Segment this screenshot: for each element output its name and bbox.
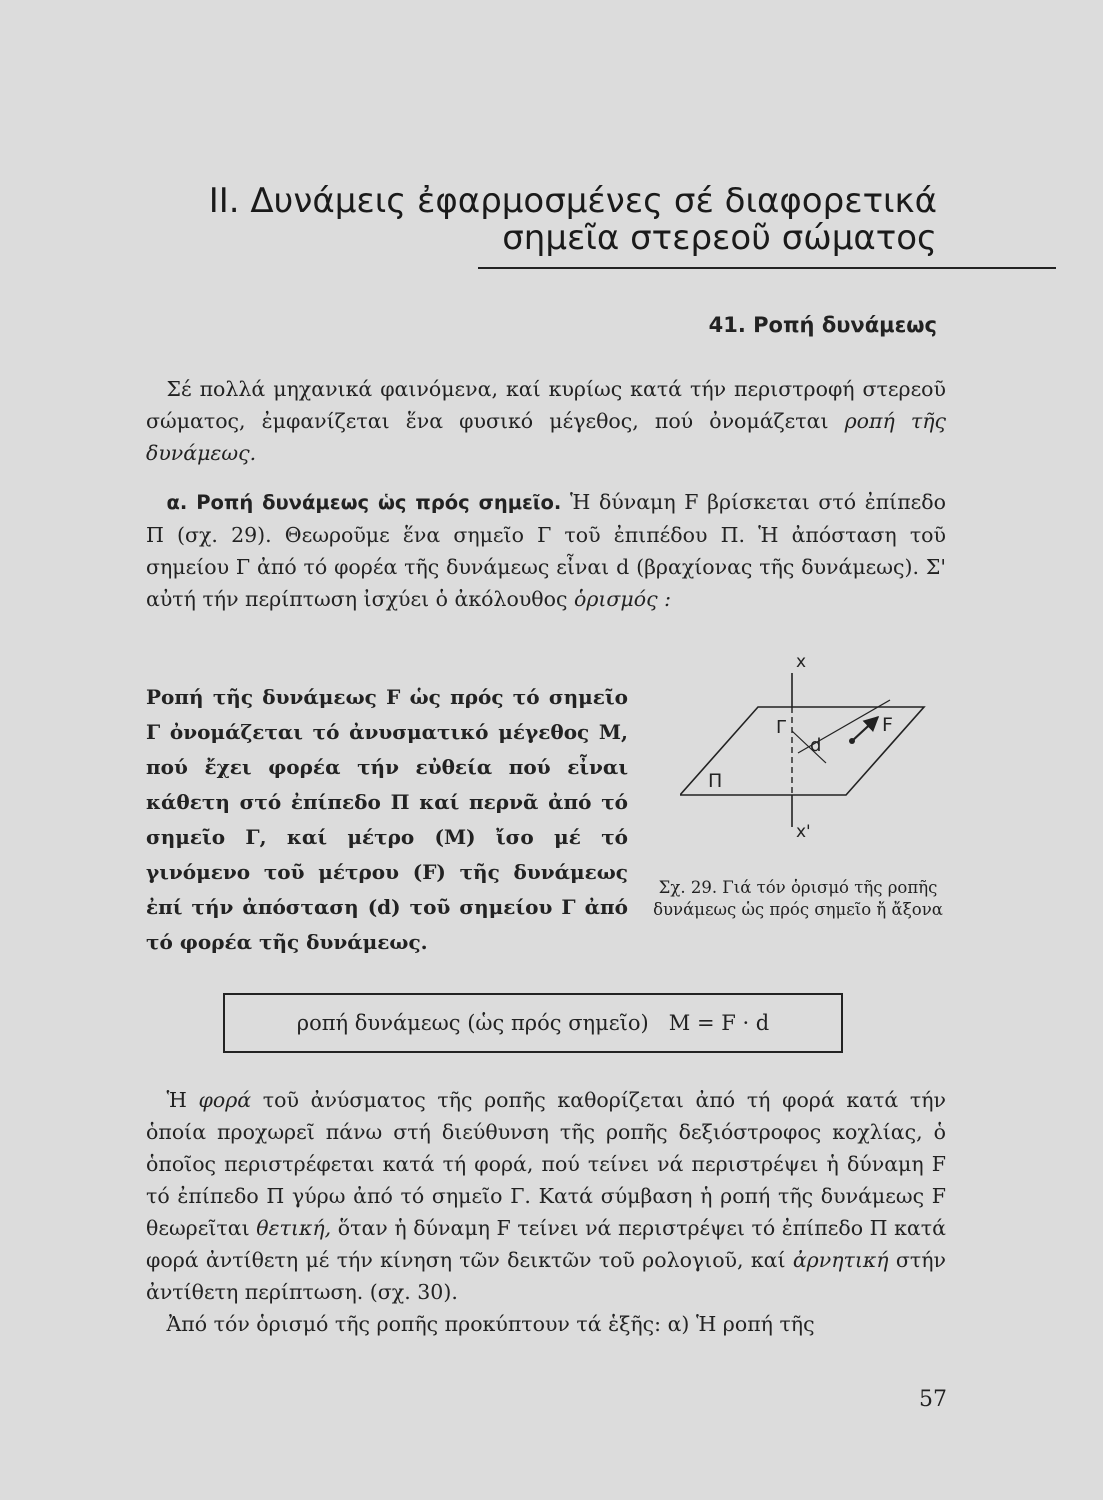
closing-term-negative: ἀρνητική xyxy=(792,1248,889,1272)
label-x-prime: x' xyxy=(796,822,811,842)
closing-text-start: Ἡ xyxy=(166,1088,187,1112)
intro-paragraph xyxy=(146,373,946,469)
closing-term-direction: φορά xyxy=(198,1088,252,1112)
label-plane: Π xyxy=(708,770,723,792)
closing-text-mid: τοῦ ἀνύσματος τῆς ροπῆς καθορίζεται ἀπό τή φορά κατά τήν ὁποία προχωρεῖ πάνω στή διεύθυνση τῆς ροπῆς δεξιόστροφος κοχλίας, ὁ ὁποῖος περιστρέφεται κατά τή φορά, πού τείνει νά περιστρέψει ἡ δύναμη F τό ἐπίπεδο Π γύρω ἀπό τό σημεῖο Γ. Κατά σύμβαση ἡ ροπή τῆς δυνάμεως F θεωρεῖται xyxy=(146,1088,946,1240)
chapter-title-line2: σημεῖα στερεοῦ σώματος xyxy=(502,218,937,258)
label-d: d xyxy=(810,735,822,756)
formula-label: ροπή δυνάμεως (ὡς πρός σημεῖο) xyxy=(296,1011,649,1035)
figure-29-diagram xyxy=(680,645,950,875)
subsection-a-term: ὁρισμός : xyxy=(574,587,671,611)
section-heading: 41. Ροπή δυνάμεως xyxy=(708,313,937,337)
definition-block: Ροπή τῆς δυνάμεως F ὡς πρός τό σημεῖο Γ ὀνομάζεται τό ἀνυσματικό μέγεθος M, πού ἔχει φορέα τήν εὐθεία πού εἶναι κάθετη στό ἐπίπεδο Π καί περνᾶ ἀπό τό σημεῖο Γ, καί μέτρο (M) ἴσο μέ τό γινόμενο τοῦ μέτρου (F) τῆς δυνάμεως ἐπί τήν ἀπόσταση (d) τοῦ σημείου Γ ἀπό τό φορέα τῆς δυνάμεως. xyxy=(146,685,628,954)
title-underline xyxy=(478,267,1056,269)
intro-text: Σέ πολλά μηχανικά φαινόμενα, καί κυρίως κατά τήν περιστροφή στερεοῦ σώματος, ἐμφανίζεται ἕνα φυσικό μέγεθος, πού ὀνομάζεται xyxy=(146,377,946,433)
force-application-point xyxy=(849,738,855,744)
intro-term: ροπή τῆς δυνάμεως. xyxy=(146,409,946,465)
closing-paragraphs xyxy=(146,1084,946,1340)
subsection-a xyxy=(146,486,946,615)
subsection-a-text: Ἡ δύναμη F βρίσκεται στό ἐπίπεδο Π (σχ. 29). Θεωροῦμε ἕνα σημεῖο Γ τοῦ ἐπιπέδου Π. Ἡ ἀπόσταση τοῦ σημείου Γ ἀπό τό φορέα τῆς δυνάμεως εἶναι d (βραχίονας τῆς δυνάμεως). Σ' αὐτή τήν περίπτωση ἰσχύει ὁ ἀκόλουθος xyxy=(146,490,946,611)
subsection-a-heading: α. Ροπή δυνάμεως ὡς πρός σημεῖο. xyxy=(166,491,562,514)
closing-text-mid2: ὅταν ἡ δύναμη F τείνει νά περιστρέψει τό ἐπίπεδο Π κατά φορά ἀντίθετη μέ τήν κίνηση τῶν δεικτῶν τοῦ ρολογιοῦ, καί xyxy=(146,1216,946,1272)
label-x: x xyxy=(796,652,807,672)
label-force: F xyxy=(882,714,893,736)
closing-text-end: στήν ἀντίθετη περίπτωση. (σχ. 30). xyxy=(146,1248,946,1304)
closing-term-positive: θετική, xyxy=(256,1216,332,1240)
closing-text-p2: Ἀπό τόν ὁρισμό τῆς ροπῆς προκύπτουν τά ἑξῆς: α) Ἡ ροπή τῆς xyxy=(166,1312,815,1336)
formula-box xyxy=(223,993,843,1053)
figure-caption: Σχ. 29. Γιά τόν ὁρισμό τῆς ροπῆς δυνάμεως ὡς πρός σημεῖο ἤ ἄξονα xyxy=(653,878,943,919)
chapter-title-line1: ΙΙ. Δυνάμεις ἐφαρμοσμένες σέ διαφορετικά xyxy=(208,181,937,221)
page-number: 57 xyxy=(919,1387,947,1412)
force-vector xyxy=(852,717,878,741)
label-gamma: Γ xyxy=(776,717,787,738)
formula-expression: M = F · d xyxy=(668,1011,770,1035)
